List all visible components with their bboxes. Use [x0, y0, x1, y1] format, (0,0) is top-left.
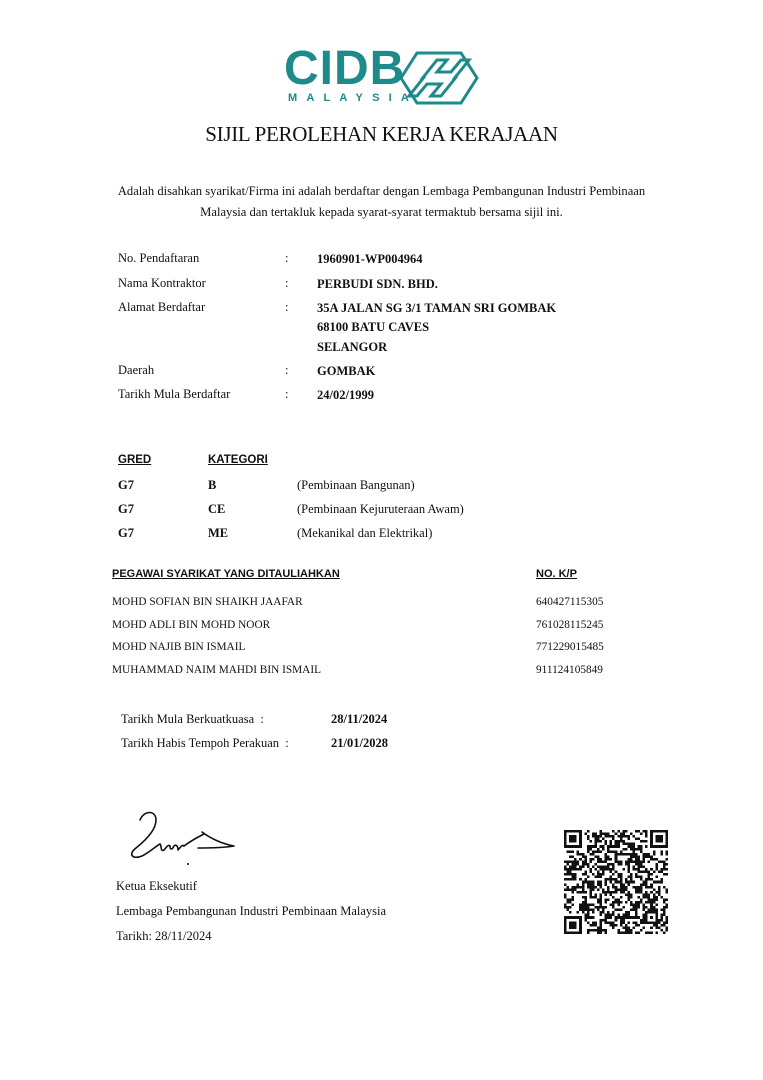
category-value: B — [208, 478, 217, 492]
officer-ic-number: 761028115245 — [536, 619, 604, 631]
field-label-contractor-name: Nama Kontraktor — [118, 276, 206, 290]
signatory-position: Ketua Eksekutif — [116, 879, 197, 893]
field-label-registration-no: No. Pendaftaran — [118, 251, 200, 265]
field-value-registration-date: 24/02/1999 — [317, 388, 374, 402]
signature-dot — [187, 863, 189, 865]
effective-date-label: Tarikh Mula Berkuatkuasa : — [121, 712, 264, 726]
category-description: (Mekanikal dan Elektrikal) — [297, 526, 433, 540]
field-value-address-line-3: SELANGOR — [317, 340, 388, 354]
field-value-registration-no: 1960901-WP004964 — [317, 252, 423, 266]
certificate-title: SIJIL PEROLEHAN KERJA KERAJAAN — [205, 122, 558, 146]
field-separator: : — [285, 300, 289, 314]
expiry-date-value: 21/01/2028 — [331, 736, 388, 750]
signature-date: Tarikh: 28/11/2024 — [116, 929, 212, 943]
officer-name: MUHAMMAD NAIM MAHDI BIN ISMAIL — [112, 664, 321, 676]
field-label-district: Daerah — [118, 363, 155, 377]
field-separator: : — [285, 363, 289, 377]
category-value: ME — [208, 526, 229, 540]
field-separator: : — [285, 387, 289, 401]
field-value-address-line-1: 35A JALAN SG 3/1 TAMAN SRI GOMBAK — [317, 301, 557, 315]
grade-value: G7 — [118, 478, 134, 492]
effective-date-value: 28/11/2024 — [331, 712, 388, 726]
qr-code-icon — [564, 830, 668, 934]
logo-subtitle: MALAYSIA — [288, 92, 419, 104]
field-value-contractor-name: PERBUDI SDN. BHD. — [317, 277, 438, 291]
grade-value: G7 — [118, 502, 134, 516]
officer-name: MOHD ADLI BIN MOHD NOOR — [112, 619, 271, 631]
signature-icon — [126, 806, 246, 868]
logo-wordmark: CIDB — [284, 42, 406, 95]
field-value-district: GOMBAK — [317, 364, 376, 378]
officers-header-name: PEGAWAI SYARIKAT YANG DITAULIAHKAN — [112, 568, 340, 580]
signatory-organization: Lembaga Pembangunan Industri Pembinaan Malaysia — [116, 904, 387, 918]
field-label-registration-date: Tarikh Mula Berdaftar — [118, 387, 231, 401]
category-value: CE — [208, 502, 226, 516]
officer-name: MOHD SOFIAN BIN SHAIKH JAAFAR — [112, 596, 303, 608]
officer-ic-number: 771229015485 — [536, 641, 604, 653]
officer-name: MOHD NAJIB BIN ISMAIL — [112, 641, 246, 653]
category-description: (Pembinaan Bangunan) — [297, 478, 415, 492]
officers-header-ic: NO. K/P — [536, 568, 577, 580]
expiry-date-label: Tarikh Habis Tempoh Perakuan : — [121, 736, 289, 750]
officer-ic-number: 640427115305 — [536, 596, 604, 608]
grade-value: G7 — [118, 526, 134, 540]
field-label-registered-address: Alamat Berdaftar — [118, 300, 206, 314]
field-separator: : — [285, 251, 289, 265]
field-separator: : — [285, 276, 289, 290]
cidb-logo-icon — [399, 50, 479, 106]
officer-ic-number: 911124105849 — [536, 664, 603, 676]
category-description: (Pembinaan Kejuruteraan Awam) — [297, 502, 464, 516]
certificate-intro: Adalah disahkan syarikat/Firma ini adalah berdaftar dengan Lembaga Pembangunan Industri Pembinaan Malaysia dan tertakluk kepada syarat-syarat termaktub bersama sijil ini. — [117, 184, 646, 219]
grades-header-category: KATEGORI — [208, 454, 268, 466]
grades-header-grade: GRED — [118, 454, 152, 466]
field-value-address-line-2: 68100 BATU CAVES — [317, 320, 430, 334]
